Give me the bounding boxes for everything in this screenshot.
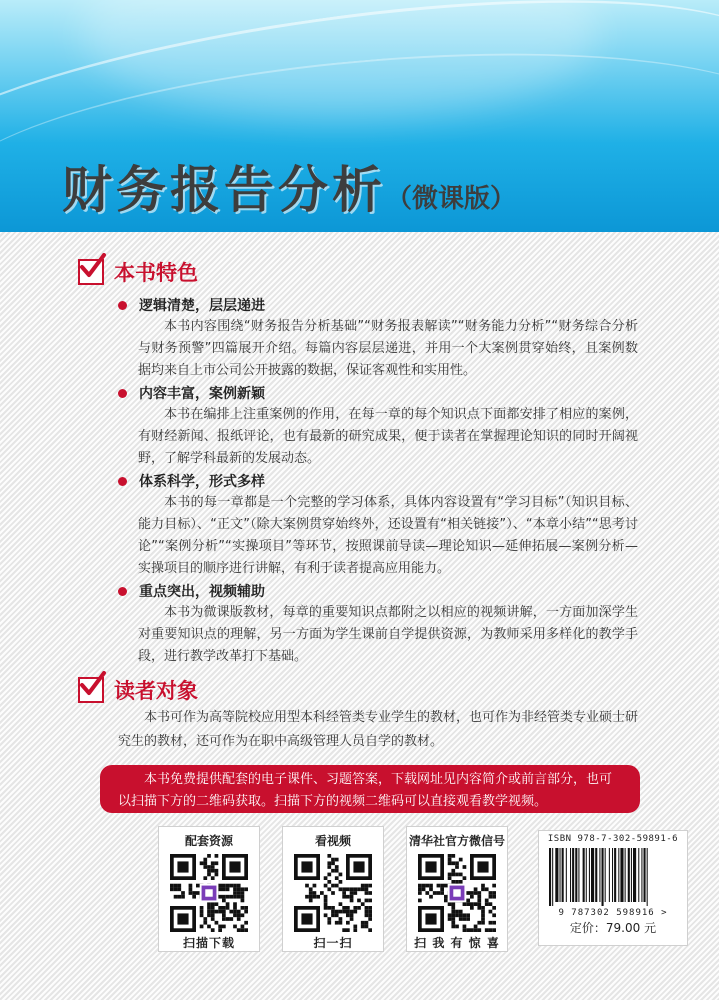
readers-body: 本书可作为高等院校应用型本科经管类专业学生的教材，也可作为非经管类专业硕士研究生的教材，还可作为在职中高级管理人员自学的教材。 xyxy=(118,710,639,749)
feature-title: 逻辑清楚，层层递进 xyxy=(139,298,265,314)
barcode-icon xyxy=(543,846,683,908)
features-heading-label: 本书特色 xyxy=(114,261,198,285)
qr-caption: 扫一扫 xyxy=(313,936,353,950)
feature-body: 本书在编排上注重案例的作用，在每一章的每个知识点下面都安排了相应的案例，有财经新闻、报纸评论，也有最新的研究成果，便于读者在掌握理论知识的同时开阔视野，了解学科最新的发展动态。 xyxy=(138,407,638,466)
feature-item xyxy=(118,382,638,470)
book-title-main: 财务报告分析 xyxy=(62,160,386,219)
bullet-dot-icon xyxy=(118,301,127,310)
qr-card-video xyxy=(282,826,384,952)
header-band xyxy=(0,0,719,232)
readers-heading xyxy=(78,676,198,704)
feature-body: 本书为微课版教材，每章的重要知识点都附之以相应的视频讲解，一方面加深学生对重要知识点的理解，另一方面为学生课前自学提供资源，为教师采用多样化的教学手段，进行教学改革打下基础。 xyxy=(138,605,638,664)
isbn-barcode-box xyxy=(538,830,688,946)
barcode-digits: 9 787302 598916 > xyxy=(558,908,668,918)
readers-heading-label: 读者对象 xyxy=(114,679,198,703)
qr-label: 看视频 xyxy=(314,834,351,848)
price: 定价：79.00 元 xyxy=(569,921,657,935)
feature-title: 体系科学，形式多样 xyxy=(139,474,265,490)
checkmark-icon xyxy=(78,677,104,703)
feature-item xyxy=(118,470,638,580)
qr-code-icon xyxy=(294,854,372,932)
checkmark-icon xyxy=(78,259,104,285)
qr-code-icon xyxy=(418,854,496,932)
book-title xyxy=(62,150,517,219)
qr-code-icon xyxy=(170,854,248,932)
feature-title: 重点突出，视频辅助 xyxy=(139,584,265,600)
feature-item xyxy=(118,294,638,382)
feature-body: 本书内容围绕“财务报告分析基础”“财务报表解读”“财务能力分析”“财务综合分析与财务预警”四篇展开介绍。每篇内容层层递进，并用一个大案例贯穿始终，且案例数据均来自上市公司公开披露的数据，保证客观性和实用性。 xyxy=(138,319,638,378)
qr-label: 配套资源 xyxy=(184,834,233,848)
qr-card-resources xyxy=(158,826,260,952)
qr-label: 清华社官方微信号 xyxy=(408,834,505,848)
book-title-edition: （微课版） xyxy=(386,184,517,214)
feature-body: 本书的每一章都是一个完整的学习体系，具体内容设置有“学习目标”（知识目标、能力目标）、“正文”（除大案例贯穿始终外，还设置有“相关链接”）、“本章小结”“思考讨论”“案例分析”“实操项目”等环节，按照课前导读—理论知识—延伸拓展—案例分析—实操项目的顺序进行讲解，有利于读者提高应用能力。 xyxy=(138,495,638,576)
bullet-dot-icon xyxy=(118,389,127,398)
isbn-number: ISBN 978-7-302-59891-6 xyxy=(547,834,679,844)
bullet-dot-icon xyxy=(118,587,127,596)
features-heading xyxy=(78,258,198,286)
bullet-dot-icon xyxy=(118,477,127,486)
qr-card-wechat xyxy=(406,826,508,952)
download-notice: 本书免费提供配套的电子课件、习题答案，下载网址见内容简介或前言部分，也可以扫描下方的二维码获取。扫描下方的视频二维码可以直接观看教学视频。 xyxy=(100,765,640,813)
feature-item xyxy=(118,580,638,668)
qr-caption: 扫描下载 xyxy=(182,936,235,950)
feature-title: 内容丰富，案例新颖 xyxy=(139,386,265,402)
qr-caption: 扫 我 有 惊 喜 xyxy=(414,936,500,950)
